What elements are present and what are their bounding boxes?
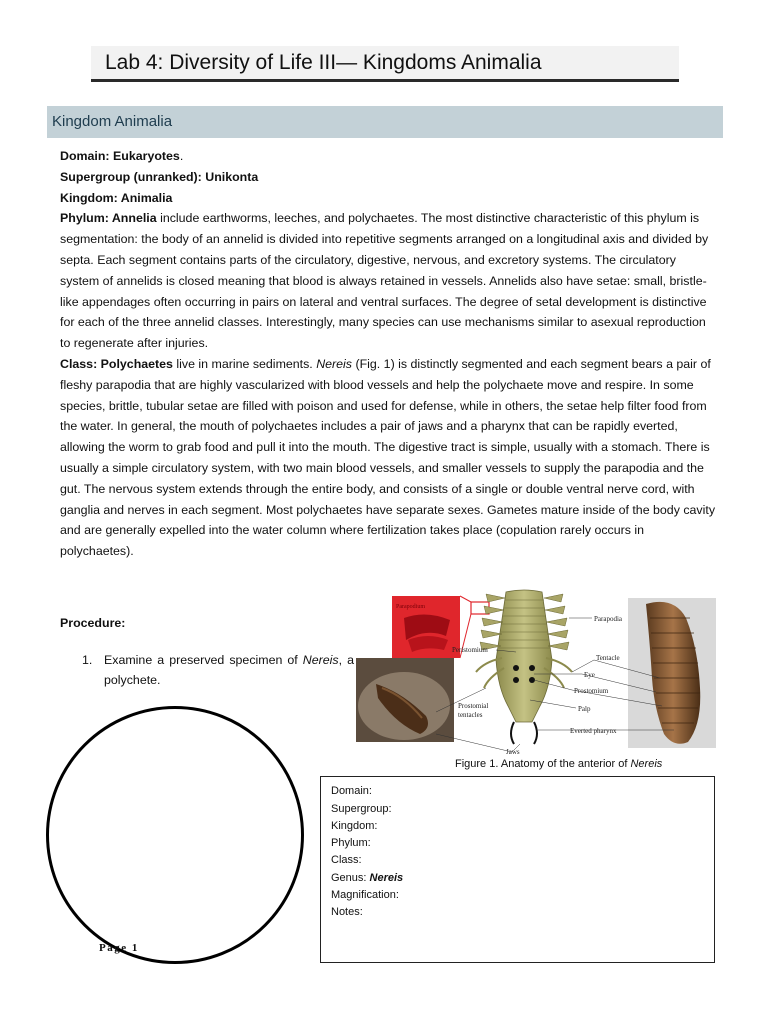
step-text: Examine a preserved specimen of Nereis, a polychete. xyxy=(104,653,354,687)
info-notes: Notes: xyxy=(331,906,363,918)
phylum-paragraph: Phylum: Annelia include earthworms, leeches, and polychaetes. The most distinctive characteristic of this phylum is segmentation: the body of an annelid is divided into repetitive segments arranged on a longitudinal axis and divided by septa. Each segment contains parts of the circulatory, digestive, nervous, and excretory systems. The circulatory system of annelids is closed meaning that blood is always retained in vessels. Annelids also have setae: small, bristle-like appendages often occurring in pairs on lateral and ventral surfaces. The degree of setal development is distinctive for each of the three annelid classes. Interestingly, many species can use mechanisms similar to asexual reproduction to regenerate after injuries. xyxy=(60,211,709,351)
figure-caption: Figure 1. Anatomy of the anterior of Nereis xyxy=(455,758,663,770)
worm-diagram xyxy=(476,590,572,744)
info-domain: Domain: xyxy=(331,785,372,797)
info-class: Class: xyxy=(331,854,362,866)
page-title-box xyxy=(91,46,679,82)
label-everted-pharynx: Everted pharynx xyxy=(570,727,617,735)
class-label: Class: Polychaetes xyxy=(60,356,173,371)
info-kingdom: Kingdom: xyxy=(331,820,378,832)
page-title: Lab 4: Diversity of Life III— Kingdoms Animalia xyxy=(105,51,542,74)
class-paragraph: Class: Polychaetes live in marine sediments. Nereis (Fig. 1) is distinctly segmented and each segment bears a pair of fleshy parapodia that are highly vascularized with blood vessels and help the polychaete move and respire. In some species, brittle, tubular setae are filled with poison and used for defense, while in others, the setae help filter food from the water. In general, the mouth of polychaetes includes a pair of jaws and a pharynx that can be rapidly everted, allowing the worm to grab food and pull it into the mouth. The digestive tract is simple, usually with a stomach. There is usually a simple circulatory system, with two main blood vessels, and smaller vessels to supply the parapodia and the gut. The nervous system extends through the entire body, and consists of a single or double ventral nerve cord, with ganglia and nerves in each segment. Most polychaetes have separate sexes. Gametes mature inside of the body cavity and are generally expelled into the water column where fertilization takes place (copulation rarely occurs in polychaetes). xyxy=(60,356,716,559)
parapodium-photo xyxy=(392,596,460,658)
specimen-drawing-circle xyxy=(46,706,304,964)
label-jaws: Jaws xyxy=(506,748,520,756)
info-phylum: Phylum: xyxy=(331,837,371,849)
section-header xyxy=(47,106,723,138)
label-eye: Eye xyxy=(584,671,595,679)
label-tentacles: tentacles xyxy=(458,711,483,719)
phylum-label: Phylum: Annelia xyxy=(60,211,157,226)
procedure-heading: Procedure: xyxy=(60,616,126,630)
label-prostomial: Prostomial xyxy=(458,702,489,710)
section-title: Kingdom Animalia xyxy=(52,113,173,130)
domain-label: Domain: Eukaryotes xyxy=(60,149,180,163)
domain-line: Domain: Eukaryotes. xyxy=(60,149,184,163)
label-prostomium: Prostomium xyxy=(574,687,609,695)
label-palp: Palp xyxy=(578,705,591,713)
page-number: Page 1 xyxy=(99,942,139,954)
label-tentacle: Tentacle xyxy=(596,654,620,662)
body-text xyxy=(60,146,716,562)
supergroup-line: Supergroup (unranked): Unikonta xyxy=(60,169,259,184)
nereis-anatomy-figure xyxy=(356,588,718,758)
specimen-info-box xyxy=(320,776,715,963)
info-magnification: Magnification: xyxy=(331,889,399,901)
info-supergroup: Supergroup: xyxy=(331,803,392,815)
kingdom-line: Kingdom: Animalia xyxy=(60,190,173,205)
step-number: 1. xyxy=(82,653,93,667)
worm-photo-left xyxy=(356,658,454,742)
info-genus: Genus: Nereis xyxy=(331,872,404,884)
label-parapodia: Parapodia xyxy=(594,615,622,623)
label-parapodium-small: Parapodium xyxy=(396,604,425,610)
label-peristomium: Peristomium xyxy=(452,646,488,654)
